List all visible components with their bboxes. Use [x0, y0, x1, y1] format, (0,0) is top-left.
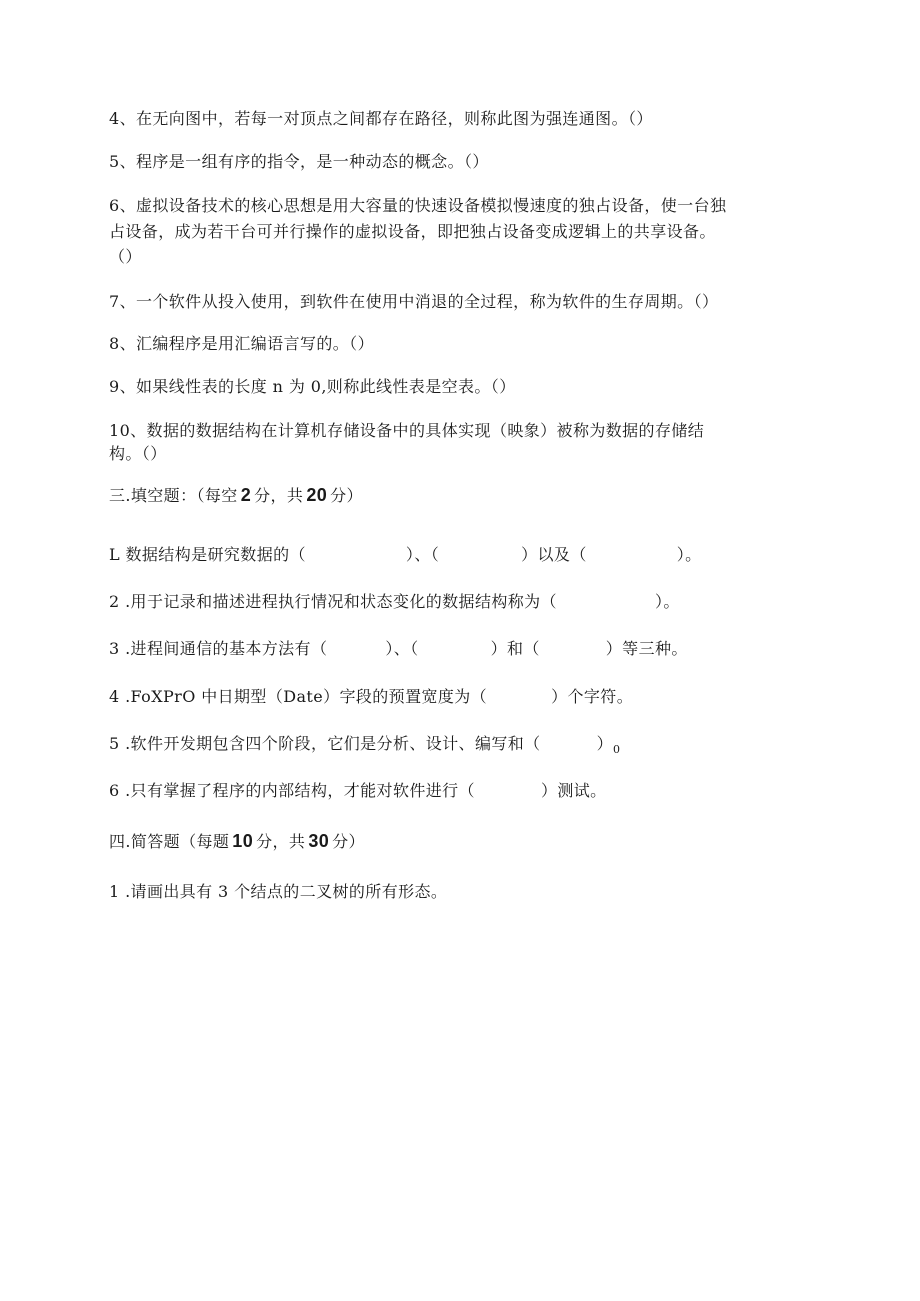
judge-q5: 5、程序是一组有序的指令，是一种动态的概念。（） — [109, 152, 489, 171]
fill-q1: L 数据结构是研究数据的（ ）、（ ）以及（ ）。 — [109, 545, 702, 564]
short-q1: 1 .请画出具有 3 个结点的二叉树的所有形态。 — [109, 882, 448, 901]
fill-section-heading: 三.填空题：（每空 2 分，共 20 分） — [109, 485, 363, 505]
judge-q6-line2: 占设备，成为若干台可并行操作的虚拟设备，即把独占设备变成逻辑上的共享设备。 — [109, 222, 716, 241]
judge-q8: 8、汇编程序是用汇编语言写的。（） — [109, 334, 374, 353]
fill-q6: 6 .只有掌握了程序的内部结构，才能对软件进行（ ）测试。 — [109, 781, 607, 800]
short-section-heading: 四.简答题（每题 10 分，共 30 分） — [109, 831, 365, 851]
judge-q7: 7、一个软件从投入使用，到软件在使用中消退的全过程，称为软件的生存周期。（） — [109, 292, 719, 311]
judge-q9: 9、如果线性表的长度 n 为 0,则称此线性表是空表。（） — [109, 377, 516, 396]
fill-q4: 4 .FoXPrO 中日期型（Date）字段的预置宽度为（ ）个字符。 — [109, 687, 634, 706]
fill-q3: 3 .进程间通信的基本方法有（ ）、（ ）和（ ）等三种。 — [109, 639, 688, 658]
judge-q10-line2: 构。（） — [109, 444, 167, 463]
judge-q4: 4、在无向图中，若每一对顶点之间都存在路径，则称此图为强连通图。（） — [109, 109, 653, 128]
judge-q6-line1: 6、虚拟设备技术的核心思想是用大容量的快速设备模拟慢速度的独占设备，使一台独 — [109, 196, 727, 215]
fill-q5: 5 .软件开发期包含四个阶段，它们是分析、设计、编写和（ ）$_0$ — [109, 734, 621, 756]
fill-q2: 2 .用于记录和描述进程执行情况和状态变化的数据结构称为（ ）。 — [109, 592, 680, 611]
judge-q6-line3: （） — [109, 247, 142, 266]
judge-q10-line1: 10、数据的数据结构在计算机存储设备中的具体实现（映象）被称为数据的存储结 — [109, 421, 705, 440]
